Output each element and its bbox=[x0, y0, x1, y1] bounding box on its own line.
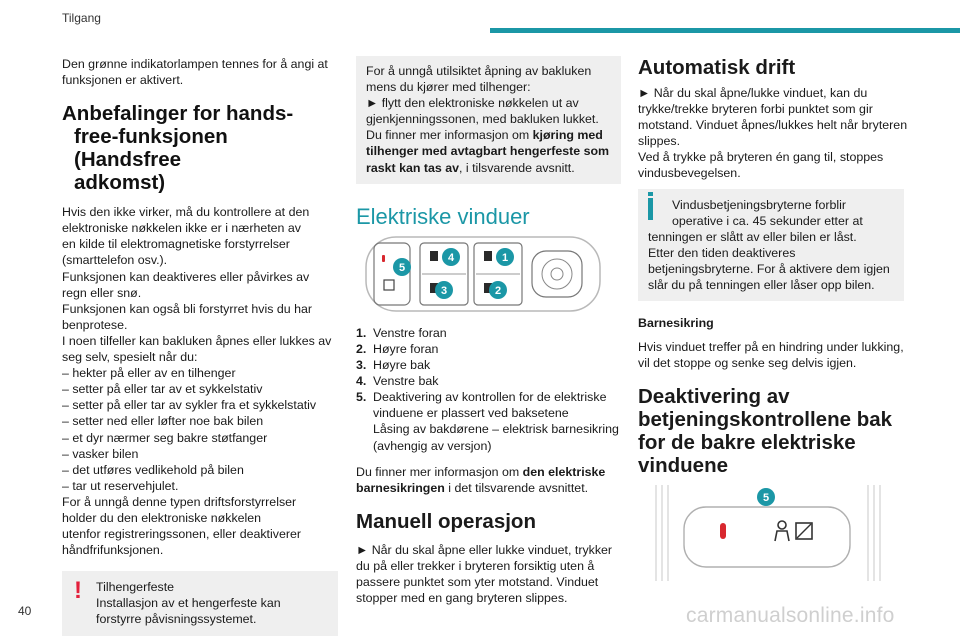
figure-badge-2: 2 bbox=[494, 284, 502, 297]
warning-icon: ! bbox=[74, 577, 82, 605]
text-line: regn eller snø. bbox=[62, 285, 142, 300]
text-line: forstyrre påvisningssystemet. bbox=[96, 612, 257, 627]
text-line: operative i ca. 45 sekunder etter at bbox=[672, 213, 863, 228]
info-box bbox=[638, 189, 904, 302]
text-line: slippes. bbox=[638, 134, 681, 149]
text-line: stopper med en gang bryteren slippes. bbox=[356, 591, 568, 606]
heading-line: free-funksjonen (Handsfree bbox=[74, 125, 228, 172]
text-line: ► Når du skal åpne eller lukke vinduet, trykker bbox=[356, 542, 613, 557]
text-line: ► Når du skal åpne/lukke vinduet, kan du bbox=[638, 86, 868, 100]
list-item: 2. Høyre foran bbox=[356, 341, 439, 356]
list-item: 5. Deaktivering av kontrollen for de elektriske bbox=[356, 390, 607, 405]
figure-badge-5: 5 bbox=[762, 492, 770, 505]
watermark: carmanualsonline.info bbox=[686, 604, 895, 627]
running-header: Tilgang bbox=[62, 11, 101, 25]
warning-title: Tilhengerfeste bbox=[96, 580, 175, 595]
text-line: benprotese. bbox=[62, 317, 128, 332]
legend-list bbox=[356, 325, 621, 454]
figure-badge-5: 5 bbox=[398, 261, 406, 274]
text-line: betjeningsbryterne. For å aktivere dem igjen bbox=[648, 261, 890, 276]
list-item: – det utføres vedlikehold på bilen bbox=[62, 462, 244, 477]
list-item: – setter på eller tar av sykler fra et sykkelstativ bbox=[62, 398, 317, 413]
text-line: tenningen er slått av eller bilen er låst. bbox=[648, 229, 857, 244]
text-line: seg selv, spesielt når du: bbox=[62, 350, 198, 365]
text-line: vindusbevegelsen. bbox=[638, 166, 741, 181]
text-line: vinduene er plassert ved baksetene bbox=[373, 406, 569, 421]
text-line: I noen tilfeller kan bakluken åpnes eller lukkes av bbox=[62, 333, 332, 348]
intro-paragraph bbox=[62, 56, 338, 88]
text-line: Etter den tiden deaktiveres bbox=[648, 245, 796, 260]
list-item: – vasker bilen bbox=[62, 446, 139, 461]
text-line: For å unngå utilsiktet åpning av bakluken bbox=[366, 64, 592, 78]
text-line: holder du den elektroniske nøkkelen bbox=[62, 510, 262, 525]
text-line: trykke/trekke bryteren forbi punktet som gir bbox=[638, 102, 873, 117]
child-lock-paragraph bbox=[638, 339, 904, 371]
manual-paragraph bbox=[356, 542, 621, 606]
text-line: du på eller trekker i bryteren forsiktig uten å bbox=[356, 558, 595, 573]
list-item: – hekter på eller av en tilhenger bbox=[62, 366, 236, 381]
text-line: For å unngå denne typen driftsforstyrrelser bbox=[62, 494, 297, 509]
text-line: elektroniske nøkkelen ikke er i nærheten av bbox=[62, 221, 301, 236]
text-line: Funksjonen kan deaktiveres eller påvirkes av bbox=[62, 269, 310, 284]
heading-line: adkomst) bbox=[74, 171, 166, 195]
text-line: (smarttelefon osv.). bbox=[62, 253, 168, 268]
text-line: håndfrifunksjonen. bbox=[62, 543, 164, 558]
text-line: raskt kan tas av, i tilsvarende avsnitt. bbox=[366, 160, 575, 175]
text-line: gjenkjenningssonen, med bakluken lukket. bbox=[366, 112, 599, 127]
text-line: slår du på tenningen eller låser opp bilen. bbox=[648, 278, 875, 293]
page-number: 40 bbox=[18, 604, 32, 618]
window-switch-illustration bbox=[364, 235, 602, 313]
window-switch-figure bbox=[364, 235, 621, 317]
list-item: – setter på eller tar av et sykkelstativ bbox=[62, 382, 263, 397]
rear-switch-figure bbox=[646, 485, 904, 585]
reference-paragraph bbox=[356, 464, 621, 496]
list-item: 4. Venstre bak bbox=[356, 374, 439, 389]
auto-heading: Automatisk drift bbox=[638, 56, 796, 79]
child-lock-heading: Barnesikring bbox=[638, 316, 714, 331]
list-item: 1. Venstre foran bbox=[356, 325, 447, 340]
trailer-note-box bbox=[356, 56, 621, 184]
heading-line: Anbefalinger for hands- bbox=[62, 102, 294, 126]
figure-badge-4: 4 bbox=[447, 251, 455, 264]
handsfree-heading bbox=[62, 102, 338, 194]
text-line: Installasjon av et hengerfeste kan bbox=[96, 596, 281, 611]
text-line: Funksjonen kan også bli forstyrret hvis du har bbox=[62, 301, 313, 316]
rear-switch-illustration bbox=[646, 485, 896, 581]
text-line: Hvis den ikke virker, må du kontrollere at den bbox=[62, 205, 310, 220]
column-middle bbox=[356, 56, 621, 606]
list-item: 3. Høyre bak bbox=[356, 358, 431, 373]
list-item: – tar ut reservehjulet. bbox=[62, 478, 179, 493]
list-item: – setter ned eller løfter noe bak bilen bbox=[62, 414, 264, 429]
text-line: Ved å trykke på bryteren én gang til, stoppes bbox=[638, 150, 884, 165]
deactivation-heading: Deaktivering av betjeningskontrollene bak for de bakre elektriske vinduene bbox=[638, 385, 893, 478]
text-line: funksjonen er aktivert. bbox=[62, 73, 184, 88]
column-right bbox=[638, 56, 908, 586]
section-title: Elektriske vinduer bbox=[356, 203, 530, 229]
text-line: mens du kjører med tilhenger: bbox=[366, 80, 531, 95]
text-line: en kilde til elektromagnetiske forstyrrelser bbox=[62, 237, 290, 252]
header-accent-bar bbox=[490, 28, 960, 33]
list-item: – et dyr nærmer seg bakre støtfanger bbox=[62, 430, 268, 445]
text-line: (avhengig av versjon) bbox=[373, 438, 492, 453]
text-line: vil det stoppe og senke seg delvis igjen. bbox=[638, 356, 857, 371]
info-icon bbox=[648, 198, 653, 220]
text-line: barnesikringen i det tilsvarende avsnittet. bbox=[356, 480, 589, 495]
text-line: Den grønne indikatorlampen tennes for å angi at bbox=[62, 57, 328, 71]
text-line: utenfor registreringssonen, eller deaktiverer bbox=[62, 527, 301, 542]
text-line: Du finner mer informasjon om den elektriske bbox=[356, 464, 606, 479]
text-line: passere punktet som yter motstand. Vinduet bbox=[356, 574, 599, 589]
figure-badge-1: 1 bbox=[501, 251, 509, 264]
text-line: ► flytt den elektroniske nøkkelen ut av bbox=[366, 96, 579, 111]
text-line: Vindusbetjeningsbryterne forblir bbox=[672, 197, 847, 212]
manual-heading: Manuell operasjon bbox=[356, 509, 536, 533]
text-line: motstand. Vinduet åpnes/lukkes helt når bryteren bbox=[638, 118, 908, 133]
column-left bbox=[62, 56, 338, 636]
handsfree-body bbox=[62, 204, 338, 558]
figure-badge-3: 3 bbox=[440, 284, 448, 297]
text-line: Låsing av bakdørene – elektrisk barnesikring bbox=[373, 422, 619, 437]
text-line: Hvis vinduet treffer på en hindring under lukking, bbox=[638, 340, 904, 355]
text-line: Du finner mer informasjon om kjøring med bbox=[366, 128, 603, 143]
warning-box bbox=[62, 571, 338, 635]
auto-paragraph bbox=[638, 85, 908, 182]
text-line: tilhenger med avtagbart hengerfeste som bbox=[366, 144, 610, 159]
